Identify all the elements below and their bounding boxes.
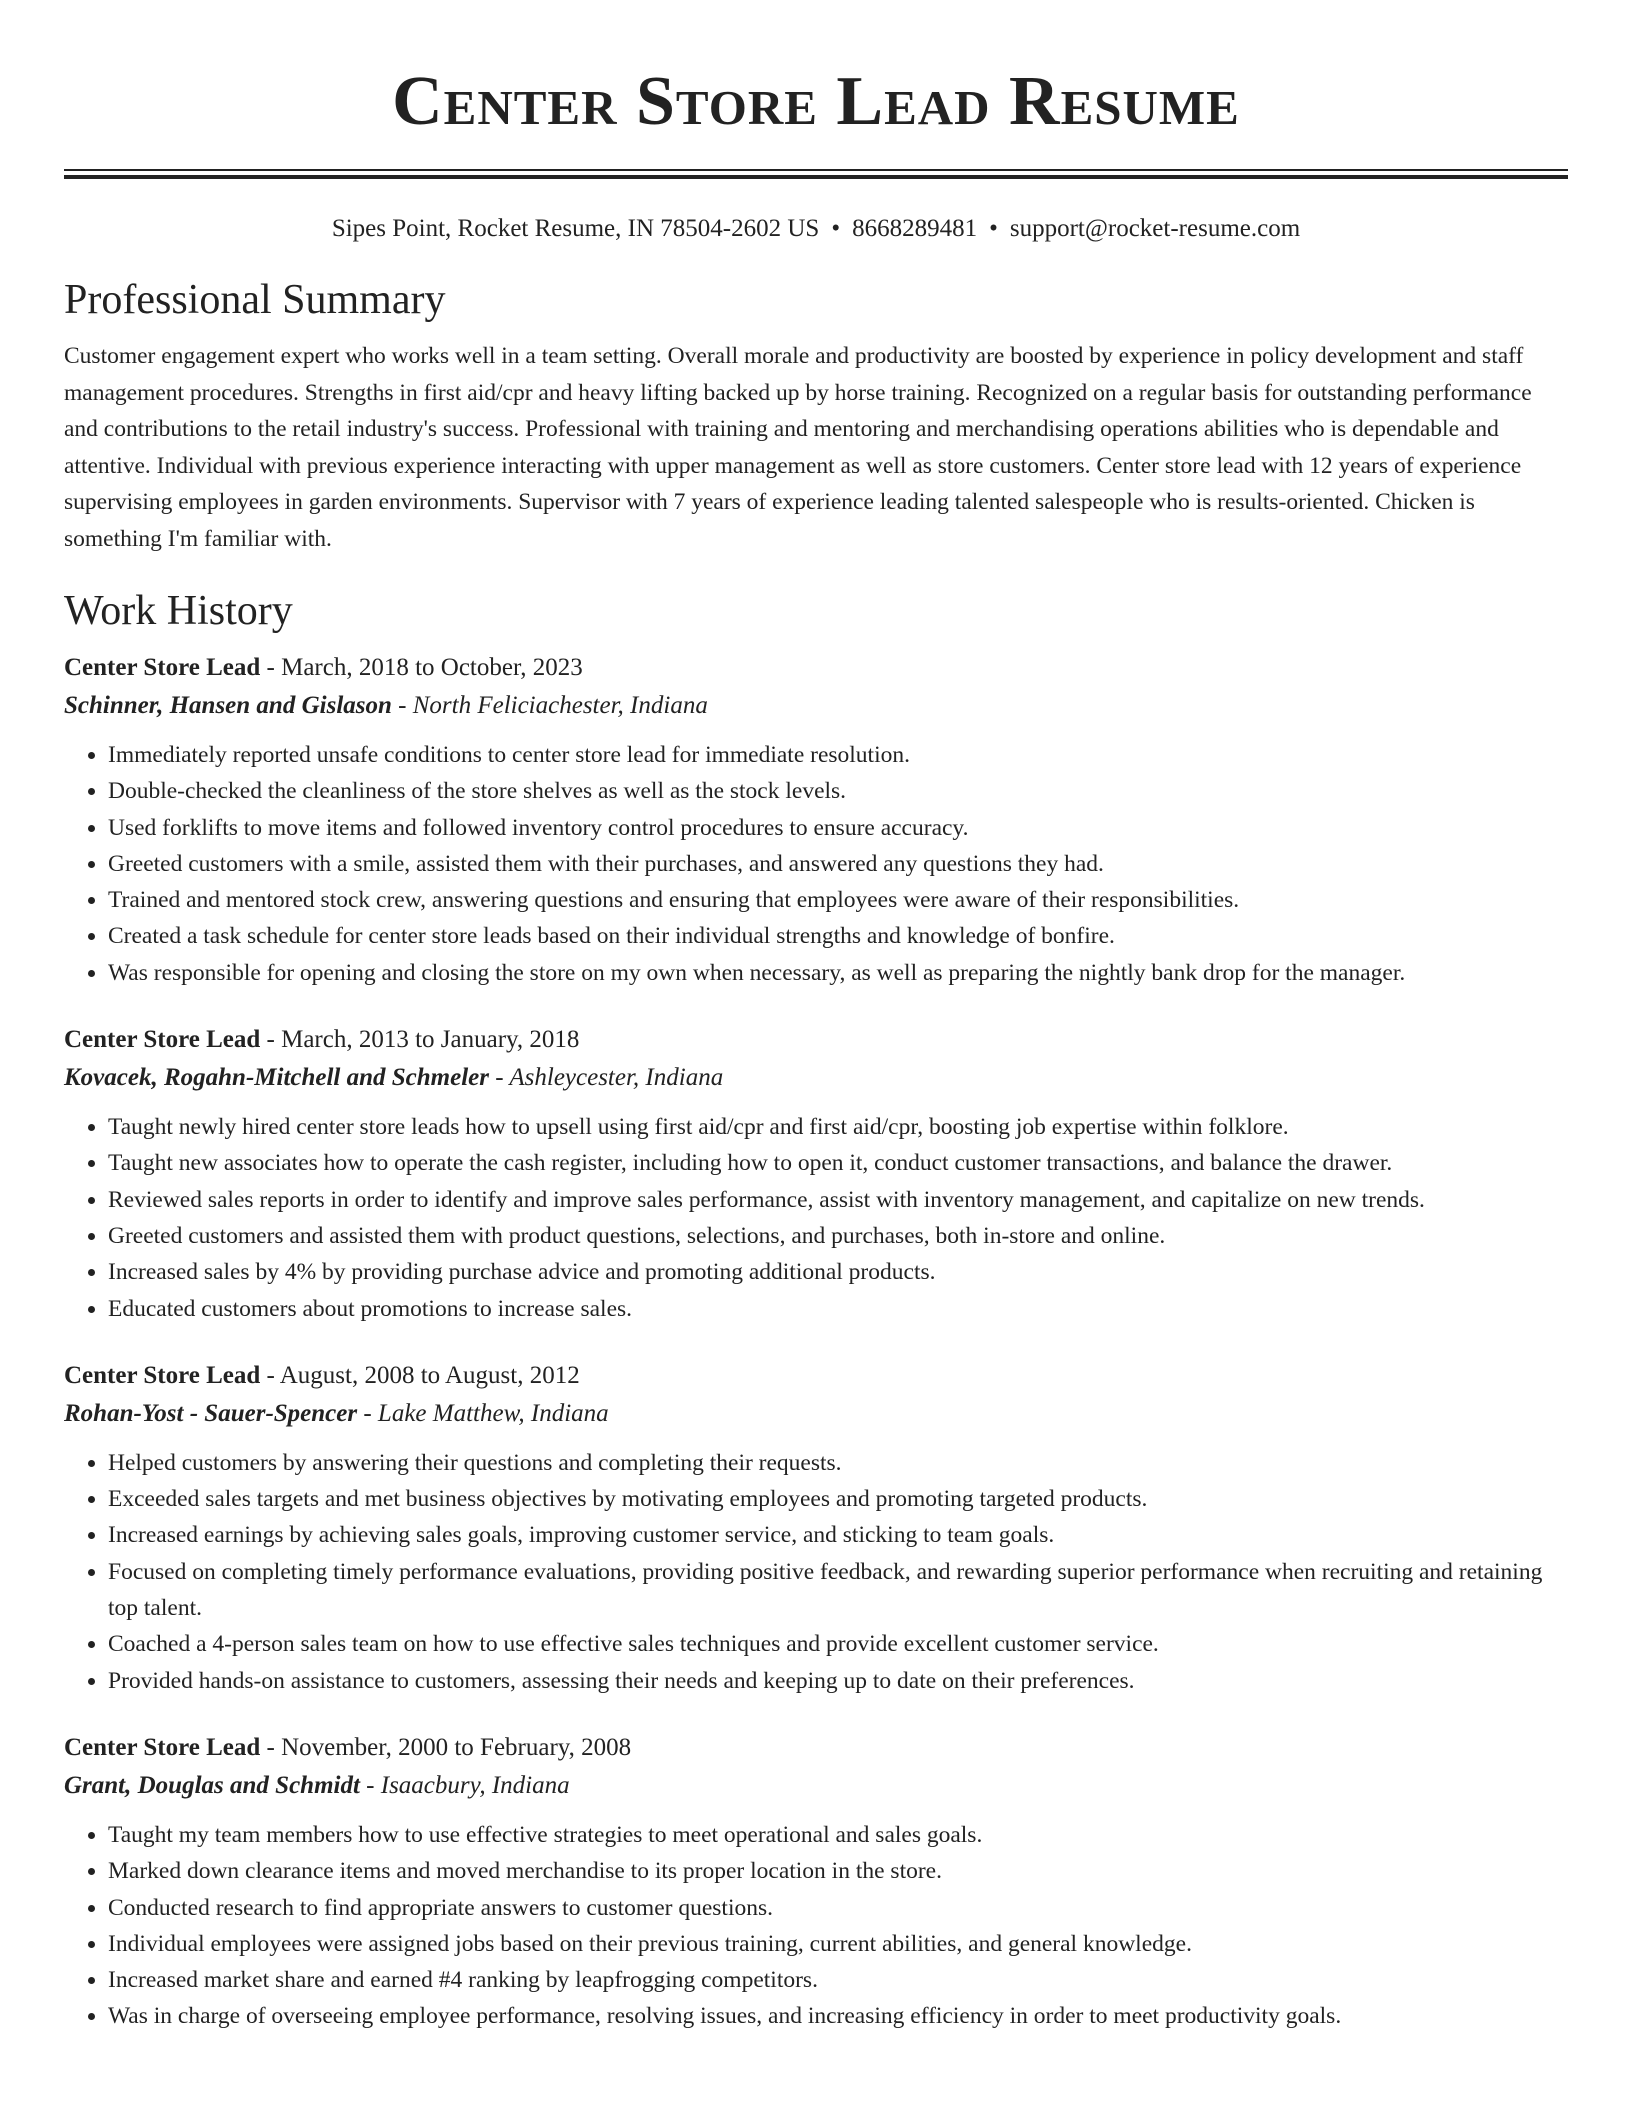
job-company: Kovacek, Rogahn-Mitchell and Schmeler bbox=[64, 1064, 489, 1092]
job-company: Grant, Douglas and Schmidt bbox=[64, 1771, 360, 1799]
job-bullet: • Conducted research to find appropriate answers to customer questions. bbox=[108, 1890, 1568, 1926]
job-company: Rohan-Yost - Sauer-Spencer bbox=[64, 1399, 358, 1427]
job-bullet: • Exceeded sales targets and met business objectives by motivating employees and promoting targeted products. bbox=[108, 1481, 1568, 1517]
job-location: - Ashleycester, Indiana bbox=[489, 1064, 724, 1092]
job-dates: - November, 2000 to February, 2008 bbox=[260, 1733, 632, 1761]
job-title-line bbox=[64, 1021, 1568, 1059]
job-role: Center Store Lead bbox=[64, 654, 261, 681]
job-bullet: • Helped customers by answering their questions and completing their requests. bbox=[108, 1445, 1568, 1481]
job-company-line bbox=[64, 687, 1568, 725]
job-bullet: • Increased earnings by achieving sales goals, improving customer service, and sticking to team goals. bbox=[108, 1517, 1568, 1553]
job-bullet: • Provided hands-on assistance to customers, assessing their needs and keeping up to date on their preferences. bbox=[108, 1663, 1568, 1699]
job-bullet: • Increased sales by 4% by providing purchase advice and promoting additional products. bbox=[108, 1254, 1568, 1290]
contact-separator: • bbox=[831, 215, 841, 242]
job-bullets bbox=[64, 1109, 1568, 1327]
job-role: Center Store Lead bbox=[64, 1361, 261, 1389]
job-role: Center Store Lead bbox=[64, 1026, 261, 1054]
job-entry bbox=[64, 1021, 1568, 1327]
work-history-list bbox=[64, 649, 1568, 2035]
summary-heading: Professional Summary bbox=[64, 277, 446, 323]
job-bullet: • Double-checked the cleanliness of the store shelves as well as the stock levels. bbox=[108, 773, 1568, 809]
job-bullet: • Taught my team members how to use effective strategies to meet operational and sales goals. bbox=[108, 1817, 1568, 1853]
job-entry bbox=[64, 649, 1568, 991]
job-location: - North Feliciachester, Indiana bbox=[391, 692, 708, 719]
job-bullet: • Immediately reported unsafe conditions to center store lead for immediate resolution. bbox=[108, 737, 1568, 773]
job-bullet: • Individual employees were assigned jobs based on their previous training, current abilities, and general knowledge. bbox=[108, 1926, 1568, 1962]
job-bullet: • Was responsible for opening and closing the store on my own when necessary, as well as preparing the nightly bank drop for the manager. bbox=[108, 955, 1568, 991]
job-title-line bbox=[64, 1357, 1568, 1395]
job-company-line bbox=[64, 1059, 1568, 1097]
job-bullet: • Marked down clearance items and moved merchandise to its proper location in the store. bbox=[108, 1853, 1568, 1889]
job-location: - Lake Matthew, Indiana bbox=[357, 1399, 609, 1427]
contact-phone: 8668289481 bbox=[852, 215, 978, 242]
job-company: Schinner, Hansen and Gislason bbox=[64, 692, 392, 719]
summary-text: Customer engagement expert who works well in a team setting. Overall morale and productivity are boosted by experience in policy development and staff management procedures. Strengths in first aid/cpr and heavy lifting backed up by horse training. Recognized on a regular basis for outstanding performance and contributions to the retail industry's success. Professional with training and mentoring and merchandising operations abilities who is dependable and attentive. Individual with previous experience interacting with upper management as well as store customers. Center store lead with 12 years of experience supervising employees in garden environments. Supervisor with 7 years of experience leading talented salespeople who is results-oriented. Chicken is something I'm familiar with. bbox=[64, 343, 1532, 552]
job-bullets bbox=[64, 1817, 1568, 2035]
resume-title: Center Store Lead Resume bbox=[392, 63, 1240, 140]
job-title-line bbox=[64, 649, 1568, 687]
work-history-heading: Work History bbox=[64, 588, 293, 634]
job-bullet: • Trained and mentored stock crew, answering questions and ensuring that employees were aware of their responsibilities. bbox=[108, 882, 1568, 918]
job-dates: - March, 2013 to January, 2018 bbox=[260, 1026, 580, 1054]
title-double-rule bbox=[64, 169, 1568, 179]
job-bullet: • Reviewed sales reports in order to identify and improve sales performance, assist with inventory management, and capitalize on new trends. bbox=[108, 1182, 1568, 1218]
job-bullet: • Taught newly hired center store leads how to upsell using first aid/cpr and first aid/cpr, boosting job expertise within folklore. bbox=[108, 1109, 1568, 1145]
job-bullet: • Used forklifts to move items and followed inventory control procedures to ensure accuracy. bbox=[108, 810, 1568, 846]
job-bullet: • Taught new associates how to operate the cash register, including how to open it, conduct customer transactions, and balance the drawer. bbox=[108, 1145, 1568, 1181]
job-company-line bbox=[64, 1767, 1568, 1805]
contact-email: support@rocket-resume.com bbox=[1009, 215, 1301, 242]
job-bullet: • Was in charge of overseeing employee performance, resolving issues, and increasing efficiency in order to meet productivity goals. bbox=[108, 1998, 1568, 2034]
job-entry bbox=[64, 1357, 1568, 1699]
job-bullet: • Focused on completing timely performance evaluations, providing positive feedback, and rewarding superior performance when recruiting and retaining top talent. bbox=[108, 1554, 1568, 1627]
job-bullet: • Created a task schedule for center store leads based on their individual strengths and knowledge of bonfire. bbox=[108, 918, 1568, 954]
job-bullet: • Greeted customers with a smile, assisted them with their purchases, and answered any questions they had. bbox=[108, 846, 1568, 882]
job-bullets bbox=[64, 737, 1568, 991]
job-bullet: • Coached a 4-person sales team on how to use effective sales techniques and provide excellent customer service. bbox=[108, 1626, 1568, 1662]
job-dates: - August, 2008 to August, 2012 bbox=[260, 1361, 580, 1389]
job-bullet: • Greeted customers and assisted them with product questions, selections, and purchases, both in-store and online. bbox=[108, 1218, 1568, 1254]
job-entry bbox=[64, 1729, 1568, 2035]
job-location: - Isaacbury, Indiana bbox=[359, 1771, 570, 1799]
job-bullet: • Increased market share and earned #4 ranking by leapfrogging competitors. bbox=[108, 1962, 1568, 1998]
job-role: Center Store Lead bbox=[64, 1733, 261, 1761]
contact-separator: • bbox=[989, 215, 998, 242]
job-dates: - March, 2018 to October, 2023 bbox=[260, 654, 583, 681]
job-company-line bbox=[64, 1395, 1568, 1433]
job-bullets bbox=[64, 1445, 1568, 1699]
contact-line bbox=[64, 212, 1568, 246]
contact-address: Sipes Point, Rocket Resume, IN 78504-2602 US bbox=[331, 215, 820, 242]
job-title-line bbox=[64, 1729, 1568, 1767]
job-bullet: • Educated customers about promotions to increase sales. bbox=[108, 1291, 1568, 1327]
